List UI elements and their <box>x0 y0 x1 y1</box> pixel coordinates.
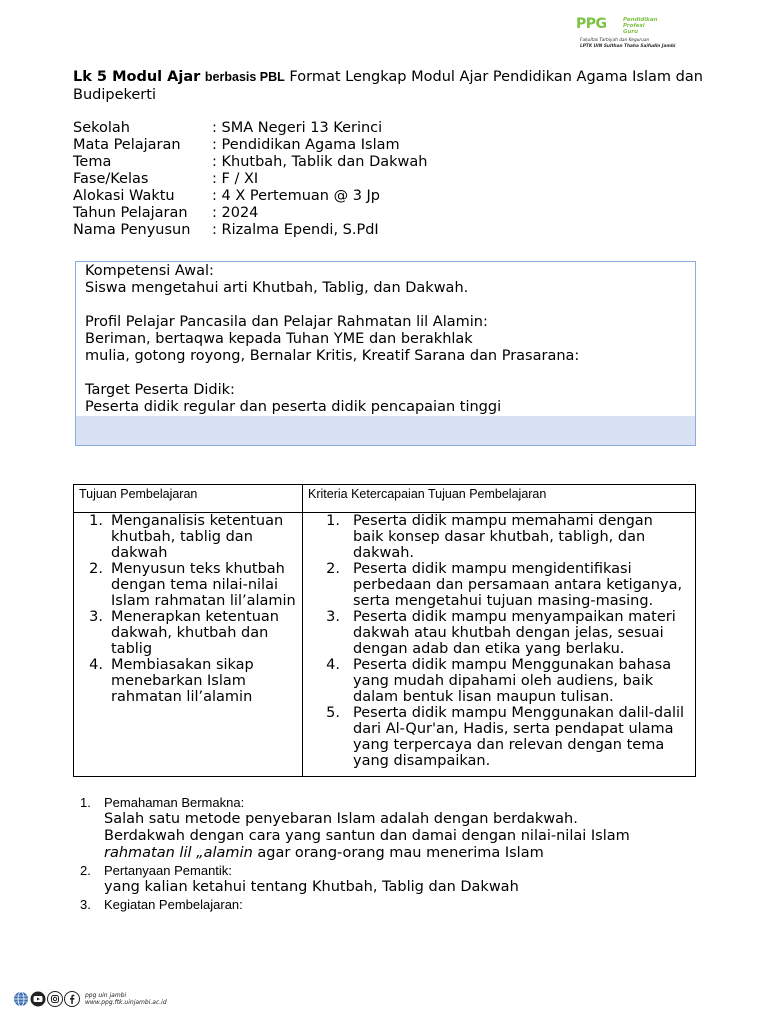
list-line: Peserta didik mampu Menggunakan dalil-dalil <box>353 705 685 721</box>
target-title: Target Peserta Didik: <box>85 382 235 398</box>
list-text <box>353 561 682 609</box>
list-item <box>80 862 720 879</box>
ppg-logo <box>576 16 686 50</box>
identity-value: : F / XI <box>212 171 259 187</box>
identity-value: : Pendidikan Agama Islam <box>212 137 400 153</box>
list-line: Peserta didik mampu menyampaikan materi <box>353 609 676 625</box>
list-text <box>353 609 676 657</box>
target-text: Peserta didik regular dan peserta didik pencapaian tinggi <box>85 399 502 415</box>
list-line: Menerapkan ketentuan <box>111 609 279 625</box>
identity-row <box>73 120 427 137</box>
identity-label: Sekolah <box>73 120 130 136</box>
competence-content <box>85 263 579 416</box>
list-line: khutbah, tablig dan <box>111 529 253 545</box>
header-tujuan: Tujuan Pembelajaran <box>74 485 303 513</box>
list-item <box>316 513 695 561</box>
list-line: yang terpercaya dan relevan dengan tema <box>353 737 665 753</box>
list-item <box>81 561 302 609</box>
list-number: 3. <box>326 609 340 625</box>
list-line: dari Al-Qur'an, Hadis, serta pendapat ulama <box>353 721 674 737</box>
list-item <box>316 657 695 705</box>
list-line: Peserta didik mampu Menggunakan bahasa <box>353 657 672 673</box>
instagram-icon[interactable] <box>47 991 63 1007</box>
list-number: 5. <box>326 705 340 721</box>
identity-value: : 2024 <box>212 205 259 221</box>
step-title: Kegiatan Pembelajaran: <box>104 897 243 912</box>
step-text: Salah satu metode penyebaran Islam adalah dengan berdakwah. <box>104 811 578 827</box>
list-line: yang disampaikan. <box>353 753 491 769</box>
identity-label: Tema <box>73 154 112 170</box>
table-header-row <box>74 485 696 513</box>
logo-institution: LPTK UIN Sulthan Thaha Saifudin Jambi <box>580 44 676 49</box>
list-line: dakwah atau khutbah dengan jelas, sesuai <box>353 625 664 641</box>
identity-label: Tahun Pelajaran <box>73 205 188 221</box>
spacer <box>85 365 579 382</box>
footer-website[interactable]: www.ppg.ftk.uinjambi.ac.id <box>85 999 167 1006</box>
list-line: dengan adab dan etika yang berlaku. <box>353 641 625 657</box>
list-number: 1. <box>89 513 103 529</box>
list-item <box>316 705 695 769</box>
logo-tagline: Pendidikan Profesi Guru <box>623 17 658 35</box>
list-line: tablig <box>111 641 153 657</box>
identity-label: Alokasi Waktu <box>73 188 175 204</box>
title-small: berbasis PBL <box>204 70 285 84</box>
list-line: serta mengetahui tujuan masing-masing. <box>353 593 654 609</box>
list-line: dakwah. <box>353 545 415 561</box>
list-text <box>111 609 279 657</box>
list-item <box>316 561 695 609</box>
list-line: perbedaan dan persamaan antara ketiganya, <box>353 577 683 593</box>
identity-label: Fase/Kelas <box>73 171 149 187</box>
tujuan-list <box>74 513 302 705</box>
list-item <box>80 896 720 913</box>
footer-account: ppg uin jambi <box>85 992 127 999</box>
list-number: 2. <box>89 561 103 577</box>
objectives-table <box>73 484 696 777</box>
identity-row <box>73 188 427 205</box>
identity-row <box>73 222 427 239</box>
list-text <box>111 657 254 705</box>
list-line: Menyusun teks khutbah <box>111 561 285 577</box>
list-line: yang mudah dipahami oleh audiens, baik <box>353 673 654 689</box>
list-number: 1. <box>326 513 340 529</box>
list-line: dakwah <box>111 545 168 561</box>
profil-line: mulia, gotong royong, Bernalar Kritis, Kreatif Sarana dan Prasarana: <box>85 348 580 364</box>
identity-label: Nama Penyusun <box>73 222 191 238</box>
list-item <box>316 609 695 657</box>
identity-row <box>73 171 427 188</box>
list-line: Peserta didik mampu memahami dengan <box>353 513 653 529</box>
list-item <box>81 513 302 561</box>
table-row <box>74 513 696 777</box>
list-line: Peserta didik mampu mengidentifikasi <box>353 561 632 577</box>
facebook-icon[interactable] <box>64 991 80 1007</box>
list-text <box>111 513 283 561</box>
list-line: baik konsep dasar khutbah, tabligh, dan <box>353 529 646 545</box>
identity-value: : 4 X Pertemuan @ 3 Jp <box>212 188 381 204</box>
logo-faculty: Fakultas Tarbiyah dan Keguruan <box>580 38 650 43</box>
list-number: 4. <box>89 657 103 673</box>
learning-steps <box>80 794 720 913</box>
step-text <box>80 845 720 862</box>
title-bold: Lk 5 Modul Ajar <box>73 69 201 85</box>
kompetensi-title: Kompetensi Awal: <box>85 263 214 279</box>
identity-value: : SMA Negeri 13 Kerinci <box>212 120 383 136</box>
list-line: dalam bentuk lisan maupun tulisan. <box>353 689 614 705</box>
list-text <box>353 657 671 705</box>
list-line: Menganalisis ketentuan <box>111 513 284 529</box>
list-number: 4. <box>326 657 340 673</box>
youtube-icon[interactable] <box>30 991 46 1007</box>
globe-icon[interactable] <box>13 991 29 1007</box>
identity-row <box>73 154 427 171</box>
step-number: 1. <box>80 795 91 810</box>
list-line: dengan tema nilai-nilai <box>111 577 278 593</box>
kriteria-list <box>303 513 695 769</box>
competence-box <box>75 261 696 446</box>
step-text: yang kalian ketahui tentang Khutbah, Tablig dan Dakwah <box>104 879 519 895</box>
profil-title: Profil Pelajar Pancasila dan Pelajar Rahmatan lil Alamin: <box>85 314 488 330</box>
identity-row <box>73 205 427 222</box>
step-number: 3. <box>80 897 91 912</box>
step-number: 2. <box>80 863 91 878</box>
list-text <box>111 561 296 609</box>
kriteria-cell <box>303 513 696 777</box>
list-number: 2. <box>326 561 340 577</box>
spacer <box>85 297 579 314</box>
header-kriteria: Kriteria Ketercapaian Tujuan Pembelajaran <box>303 485 696 513</box>
footer-social <box>13 991 167 1007</box>
list-item <box>81 657 302 705</box>
list-line: Islam rahmatan lil’alamin <box>111 593 296 609</box>
list-text <box>353 705 684 769</box>
identity-value: : Khutbah, Tablik dan Dakwah <box>212 154 428 170</box>
list-line: dakwah, khutbah dan <box>111 625 269 641</box>
identity-value: : Rizalma Ependi, S.PdI <box>212 222 379 238</box>
list-line: Membiasakan sikap <box>111 657 254 673</box>
step-text: Berdakwah dengan cara yang santun dan damai dengan nilai-nilai Islam <box>104 828 630 844</box>
identity-block <box>73 120 427 239</box>
tujuan-cell <box>74 513 303 777</box>
list-number: 3. <box>89 609 103 625</box>
profil-line: Beriman, bertaqwa kepada Tuhan YME dan berakhlak <box>85 331 473 347</box>
kompetensi-text: Siswa mengetahui arti Khutbah, Tablig, dan Dakwah. <box>85 280 469 296</box>
identity-row <box>73 137 427 154</box>
list-line: menebarkan Islam <box>111 673 246 689</box>
list-text <box>353 513 653 561</box>
list-line: rahmatan lil’alamin <box>111 689 253 705</box>
identity-label: Mata Pelajaran <box>73 137 181 153</box>
document-title <box>73 68 713 104</box>
list-item <box>81 609 302 657</box>
list-item <box>80 794 720 811</box>
logo-brand: PPG <box>576 16 607 32</box>
step-title: Pertanyaan Pemantik: <box>104 863 232 878</box>
footer-text <box>85 992 167 1006</box>
step-text-rest: agar orang-orang mau menerima Islam <box>252 845 544 861</box>
step-title: Pemahaman Bermakna: <box>104 795 245 810</box>
step-italic-term: rahmatan lil „alamin <box>104 845 253 861</box>
title-rest: Format Lengkap Modul Ajar Pendidikan Agama Islam dan Budipekerti <box>73 69 703 103</box>
box-shaded-band <box>76 416 695 445</box>
